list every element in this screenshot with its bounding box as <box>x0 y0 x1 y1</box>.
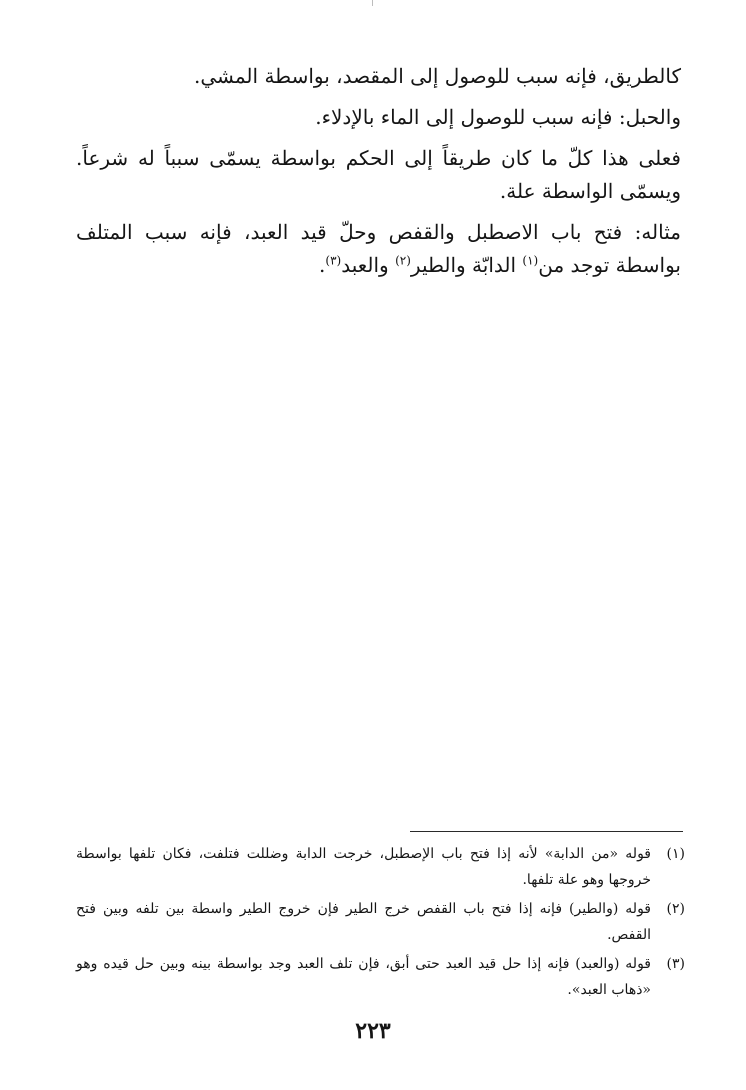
footnote-number: (١) <box>666 846 685 862</box>
footnote-2 <box>76 896 685 948</box>
footnote-separator <box>410 831 683 832</box>
paragraph-cause-definition: فعلى هذا كلّ ما كان طريقاً إلى الحكم بواسطة يسمّى سبباً له شرعاً. ويسمّى الواسطة علة. <box>76 146 681 203</box>
paragraph-path-example: كالطريق، فإنه سبب للوصول إلى المقصد، بواسطة المشي. <box>194 64 681 88</box>
page-top-mark <box>372 0 373 6</box>
footnotes <box>76 841 685 1006</box>
paragraph-rope-example: والحبل: فإنه سبب للوصول إلى الماء بالإدلاء. <box>315 105 681 129</box>
footnote-text: قوله (والطير) فإنه إذا فتح باب القفص خرج الطير فإن خروج الطير واسطة بين تلفه وبين فتح القفص. <box>76 901 651 943</box>
footnote-1 <box>76 841 685 893</box>
slave-text: والعبد <box>341 253 396 277</box>
footnote-ref-1: (١) <box>522 253 539 268</box>
footnote-number: (٣) <box>666 956 685 972</box>
footnote-text: قوله «من الدابة» لأنه إذا فتح باب الإصطبل، خرجت الدابة وضللت فتلفت، فكان تلفها بواسطة خروجها وهو علة تلفها. <box>76 846 651 888</box>
main-text <box>76 60 681 290</box>
page-number: ٢٢٣ <box>355 1018 391 1044</box>
footnote-ref-2: (٢) <box>395 253 411 268</box>
animal-bird-text: الدابّة والطير <box>410 253 523 277</box>
footnote-number: (٢) <box>666 901 685 917</box>
footnote-text: قوله (والعبد) فإنه إذا حل قيد العبد حتى أبق، فإن تلف العبد وجد بواسطة بينه وبين حل قيده وهو «ذهاب العبد». <box>76 956 651 998</box>
footnote-ref-3: (٣) <box>325 253 342 268</box>
footnote-3 <box>76 951 685 1003</box>
paragraph-example-text: مثاله: فتح باب الاصطبل والقفص وحلّ قيد العبد، فإنه سبب المتلف بواسطة توجد من <box>76 220 681 277</box>
paragraph-example <box>76 216 681 282</box>
sentence-end: . <box>319 253 326 277</box>
